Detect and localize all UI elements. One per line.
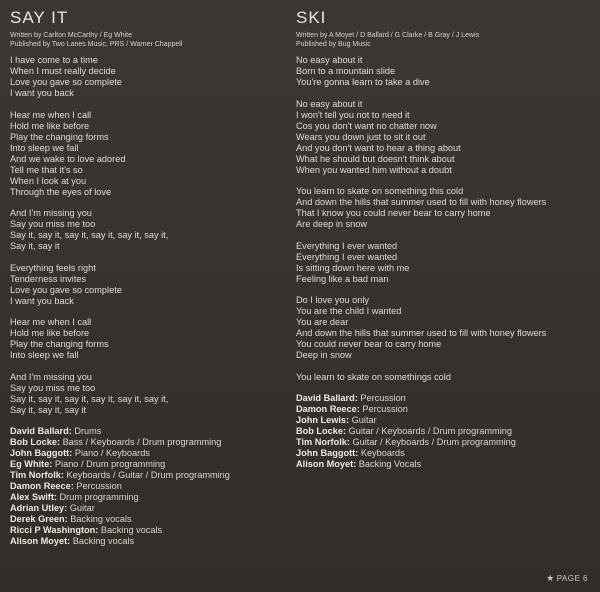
- lyric-line: Say you miss me too: [10, 382, 96, 393]
- musician-credits: [10, 426, 280, 547]
- lyric-line: I won't tell you not to need it: [296, 109, 410, 120]
- lyric-stanza: [296, 99, 596, 176]
- musician-role: Guitar / Keyboards / Drum programming: [349, 437, 516, 447]
- lyric-line: Say it, say it, say it, say it, say it, say it,: [10, 230, 169, 240]
- left-song-column: [10, 8, 280, 547]
- musician-name: David Ballard:: [296, 393, 358, 403]
- lyric-stanza: [10, 55, 280, 99]
- written-by-credit: Written by Carlton McCarthy / Eg White: [10, 32, 133, 39]
- lyrics: [10, 55, 280, 416]
- musician-name: David Ballard:: [10, 426, 72, 436]
- lyric-line: I want you back: [10, 295, 74, 306]
- song-credits: [10, 31, 280, 49]
- musician-credit-row: [10, 492, 280, 503]
- lyric-line: Play the changing forms: [10, 131, 109, 142]
- lyric-line: Through the eyes of love: [10, 186, 112, 197]
- lyric-line: Into sleep we fall: [10, 350, 79, 360]
- musician-role: Percussion: [73, 481, 122, 491]
- lyric-line: You learn to skate on something this cold: [296, 186, 464, 196]
- musician-credit-row: [10, 536, 280, 547]
- lyric-line: You learn to skate on somethings cold: [296, 371, 451, 382]
- musician-role: Backing vocals: [70, 536, 135, 546]
- lyric-stanza: [296, 241, 596, 285]
- lyric-line: And I'm missing you: [10, 208, 92, 218]
- musician-name: Ricci P Washington:: [10, 525, 99, 535]
- lyric-line: You could never bear to carry home: [296, 339, 442, 349]
- lyric-line: I have come to a time: [10, 55, 98, 65]
- lyric-line: Love you gave so complete: [10, 284, 122, 295]
- musician-name: Eg White:: [10, 459, 53, 469]
- published-by-credit: Published by Bug Music: [296, 41, 371, 48]
- musician-credit-row: [10, 426, 280, 437]
- lyrics: [296, 55, 596, 383]
- lyric-line: No easy about it: [296, 98, 363, 109]
- lyric-line: I want you back: [10, 88, 74, 98]
- lyric-line: You are dear: [296, 317, 349, 327]
- lyric-line: Hear me when I call: [10, 109, 92, 120]
- lyric-line: Born to a mountain slide: [296, 66, 396, 76]
- lyric-line: When you wanted him without a doubt: [296, 164, 452, 175]
- musician-name: Alex Swift:: [10, 492, 57, 502]
- musician-role: Guitar: [67, 503, 95, 513]
- lyric-stanza: [10, 263, 280, 307]
- musician-role: Keyboards: [358, 448, 405, 458]
- lyric-line: Everything I ever wanted: [296, 251, 398, 262]
- musician-credit-row: [296, 448, 596, 459]
- musician-credit-row: [296, 459, 596, 470]
- lyric-line: Everything I ever wanted: [296, 240, 398, 251]
- musician-credit-row: [296, 437, 596, 448]
- musician-credit-row: [10, 470, 280, 481]
- musician-name: Damon Reece:: [296, 404, 360, 414]
- lyric-line: When I must really decide: [10, 66, 116, 76]
- lyric-line: Wears you down just to sit it out: [296, 131, 426, 142]
- musician-role: Percussion: [359, 404, 408, 414]
- lyric-line: Hold me like before: [10, 328, 90, 338]
- song-title: SKI: [296, 8, 327, 27]
- lyric-line: And you don't want to hear a thing about: [296, 142, 461, 153]
- written-by-credit: Written by A Moyet / D Ballard / G Clarke / B Gray / J Lewis: [296, 32, 480, 39]
- musician-credit-row: [10, 514, 280, 525]
- musician-credit-row: [10, 459, 280, 470]
- lyric-stanza: [10, 208, 280, 252]
- lyric-line: Hear me when I call: [10, 317, 92, 327]
- song-credits: [296, 31, 596, 49]
- lyric-line: Tell me that it's so: [10, 164, 83, 175]
- lyric-line: Love you gave so complete: [10, 77, 122, 87]
- lyric-line: That I know you could never bear to carry home: [296, 208, 491, 218]
- musician-role: Guitar / Keyboards / Drum programming: [346, 426, 512, 436]
- lyric-line: Feeling like a bad man: [296, 273, 389, 284]
- lyric-line: And we wake to love adored: [10, 153, 126, 164]
- lyric-line: Hold me like before: [10, 120, 90, 131]
- musician-name: Bob Locke:: [296, 426, 347, 436]
- lyric-line: Deep in snow: [296, 350, 352, 360]
- lyric-line: Say it, say it, say it: [10, 404, 87, 415]
- musician-name: John Lewis:: [296, 415, 350, 425]
- musician-credit-row: [296, 404, 596, 415]
- published-by-credit: Published by Two Lanes Music, PRS / Warner Chappell: [10, 41, 183, 48]
- page-number-label: PAGE 6: [556, 574, 588, 583]
- musician-credit-row: [10, 437, 280, 448]
- lyric-line: And down the hills that summer used to fill with honey flowers: [296, 197, 547, 207]
- musician-role: Guitar: [349, 415, 377, 425]
- lyric-line: No easy about it: [296, 55, 363, 65]
- lyric-line: Everything feels right: [10, 262, 96, 273]
- musician-role: Backing vocals: [67, 514, 132, 524]
- lyric-stanza: [296, 55, 596, 88]
- lyric-line: And down the hills that summer used to fill with honey flowers: [296, 328, 547, 338]
- page-number: [546, 573, 588, 584]
- lyric-line: Do I love you only: [296, 295, 370, 305]
- star-icon: ★: [546, 573, 555, 583]
- lyric-line: What he should but doesn't think about: [296, 153, 455, 164]
- lyric-line: You're gonna learn to take a dive: [296, 77, 430, 87]
- musician-credits: [296, 393, 596, 470]
- lyric-stanza: [296, 295, 596, 361]
- musician-role: Percussion: [357, 393, 406, 403]
- right-song-column: [296, 8, 596, 470]
- lyric-line: Say it, say it: [10, 241, 60, 251]
- musician-credit-row: [10, 448, 280, 459]
- lyric-line: Say you miss me too: [10, 219, 96, 229]
- musician-name: Alison Moyet:: [10, 536, 71, 546]
- musician-name: Adrian Utley:: [10, 503, 68, 513]
- musician-credit-row: [10, 525, 280, 536]
- musician-name: Bob Locke:: [10, 437, 61, 447]
- musician-role: Bass / Keyboards / Drum programming: [60, 437, 222, 447]
- lyric-line: Play the changing forms: [10, 339, 109, 349]
- musician-role: Keyboards / Guitar / Drum programming: [63, 470, 230, 480]
- musician-credit-row: [296, 393, 596, 404]
- musician-name: Derek Green:: [10, 514, 68, 524]
- lyric-stanza: [296, 186, 596, 230]
- musician-name: John Baggott:: [10, 448, 73, 458]
- musician-name: Tim Norfolk:: [296, 437, 350, 447]
- lyric-line: Are deep in snow: [296, 219, 367, 229]
- musician-role: Piano / Drum programming: [52, 459, 166, 469]
- musician-credit-row: [10, 481, 280, 492]
- lyric-line: Into sleep we fall: [10, 142, 79, 153]
- musician-role: Backing vocals: [98, 525, 163, 535]
- musician-credit-row: [10, 503, 280, 514]
- musician-name: John Baggott:: [296, 448, 359, 458]
- lyric-line: Say it, say it, say it, say it, say it, say it,: [10, 393, 169, 404]
- musician-role: Drums: [71, 426, 102, 436]
- musician-role: Backing Vocals: [356, 459, 422, 469]
- lyric-stanza: [10, 372, 280, 416]
- musician-credit-row: [296, 415, 596, 426]
- lyric-stanza: [296, 372, 596, 383]
- lyric-stanza: [10, 110, 280, 198]
- lyric-line: When I look at you: [10, 175, 87, 186]
- musician-role: Piano / Keyboards: [72, 448, 150, 458]
- lyric-line: Is sitting down here with me: [296, 262, 410, 273]
- musician-name: Tim Norfolk:: [10, 470, 64, 480]
- musician-role: Drum programming: [56, 492, 139, 502]
- lyric-line: Cos you don't want no chatter now: [296, 120, 437, 131]
- musician-name: Alison Moyet:: [296, 459, 357, 469]
- lyric-stanza: [10, 317, 280, 361]
- lyric-line: You are the child I wanted: [296, 306, 402, 316]
- song-title: SAY IT: [10, 8, 69, 27]
- musician-credit-row: [296, 426, 596, 437]
- musician-name: Damon Reece:: [10, 481, 74, 491]
- lyric-line: And I'm missing you: [10, 371, 92, 382]
- lyric-line: Tenderness invites: [10, 273, 87, 284]
